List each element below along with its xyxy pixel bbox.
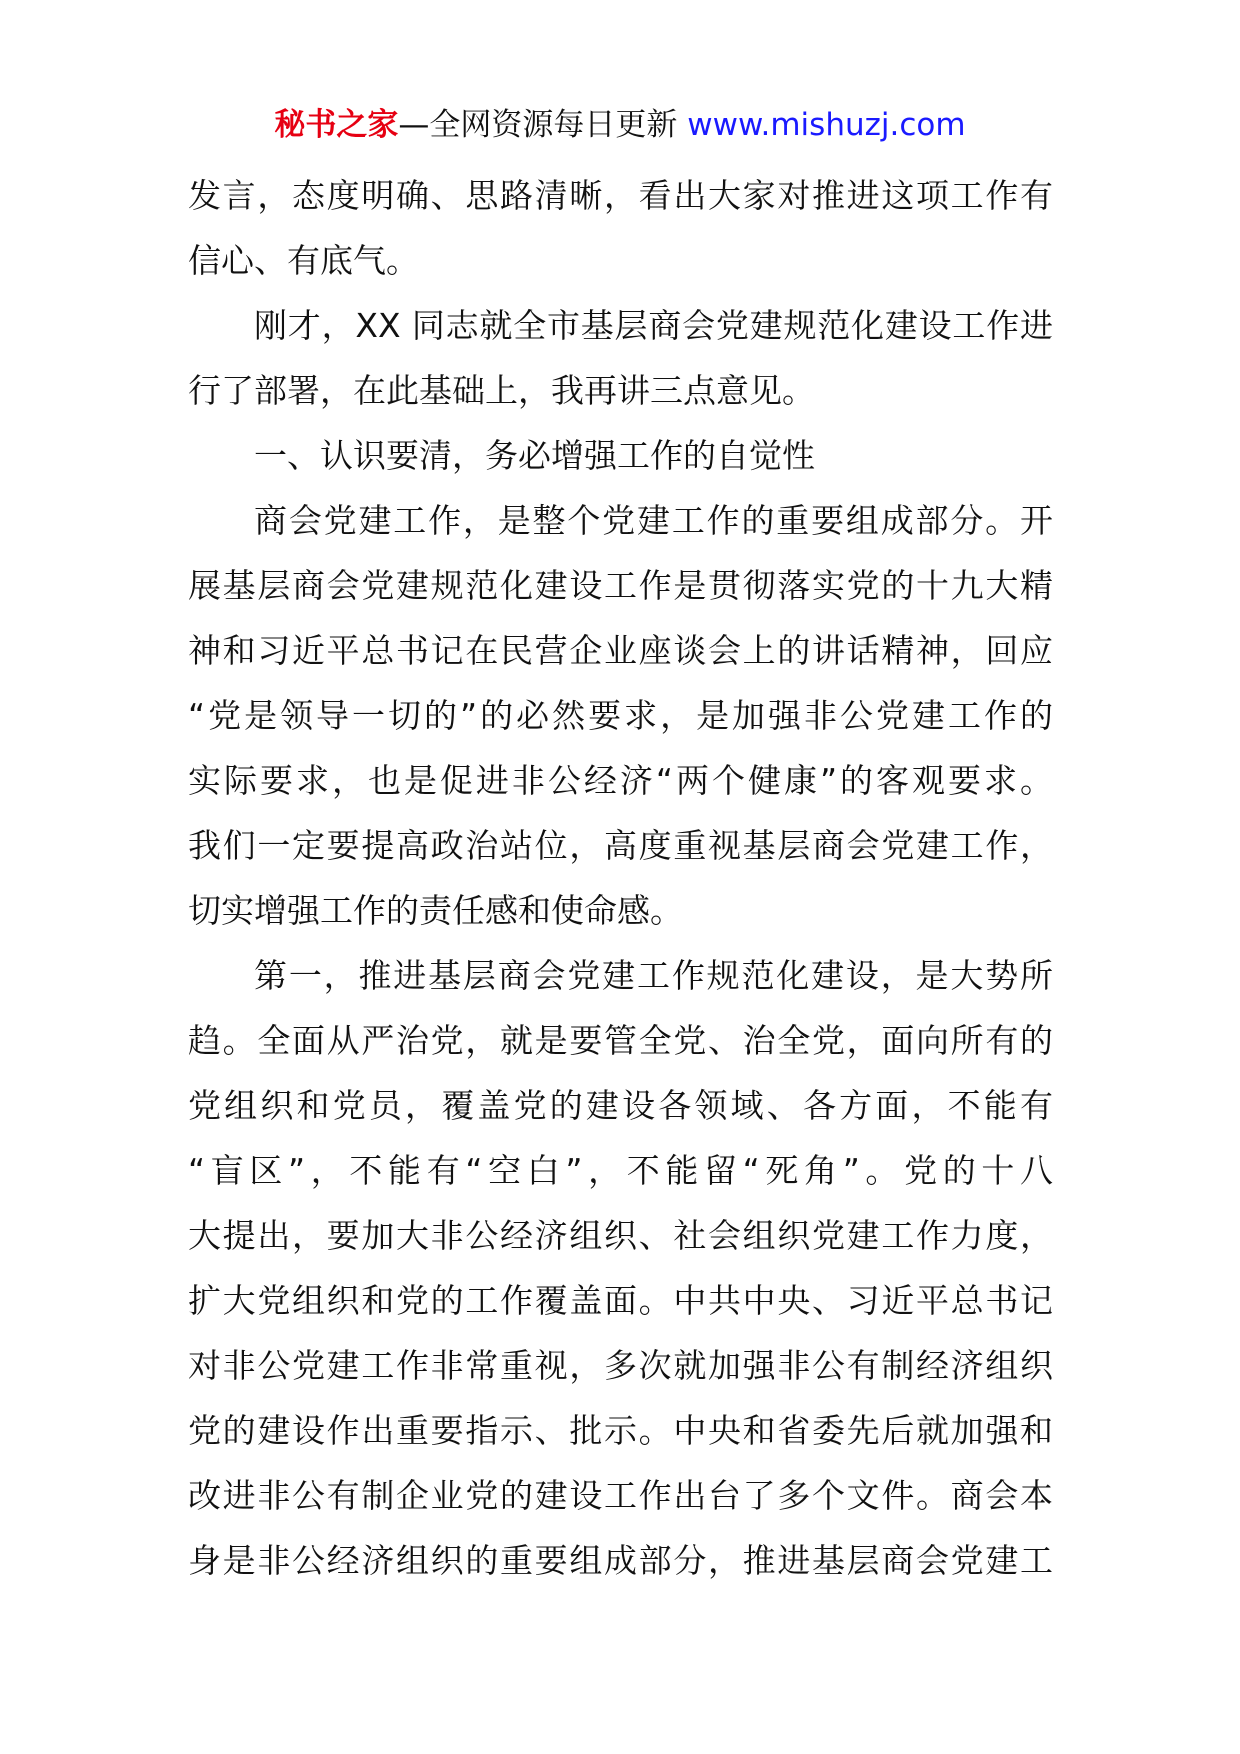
text-line: 实际要求，也是促进非公经济“两个健康”的客观要求。 [188,761,1053,800]
text-line: 展基层商会党建规范化建设工作是贯彻落实党的十九大精 [188,566,1053,605]
text-line: 趋。全面从严治党，就是要管全党、治全党，面向所有的 [188,1021,1053,1060]
header-brand: 秘书之家 [274,107,399,143]
text-line: 大提出，要加大非公经济组织、社会组织党建工作力度， [188,1216,1053,1255]
text-line: “盲区”，不能有“空白”，不能留“死角”。党的十八 [188,1151,1053,1190]
text-line: 扩大党组织和党的工作覆盖面。中共中央、习近平总书记 [188,1281,1053,1320]
document-body [188,163,1053,1593]
text-line: 对非公党建工作非常重视，多次就加强非公有制经济组织 [188,1346,1053,1385]
page-header [0,98,1240,152]
header-url-link[interactable]: www.mishuzj.com [687,107,966,143]
text-line: 改进非公有制企业党的建设工作出台了多个文件。商会本 [188,1476,1053,1515]
text-line: 身是非公经济组织的重要组成部分，推进基层商会党建工 [188,1541,1053,1580]
text-line: 党组织和党员，覆盖党的建设各领域、各方面，不能有 [188,1086,1053,1125]
text-line: 神和习近平总书记在民营企业座谈会上的讲话精神，回应 [188,631,1053,670]
text-line: 刚才，XX 同志就全市基层商会党建规范化建设工作进 [254,306,1053,345]
text-line: 发言，态度明确、思路清晰，看出大家对推进这项工作有 [188,176,1053,215]
text-line: 我们一定要提高政治站位，高度重视基层商会党建工作， [188,826,1053,865]
text-line: 党的建设作出重要指示、批示。中央和省委先后就加强和 [188,1411,1053,1450]
text-line: 第一，推进基层商会党建工作规范化建设，是大势所 [254,956,1053,995]
text-line: 切实增强工作的责任感和使命感。 [188,891,683,930]
section-heading: 一、认识要清，务必增强工作的自觉性 [254,436,815,475]
header-slogan: —全网资源每日更新 [398,107,688,143]
text-line: 行了部署，在此基础上，我再讲三点意见。 [188,371,815,410]
text-line: “党是领导一切的”的必然要求，是加强非公党建工作的 [188,696,1053,735]
text-line: 商会党建工作，是整个党建工作的重要组成部分。开 [254,501,1053,540]
text-line: 信心、有底气。 [188,241,419,280]
